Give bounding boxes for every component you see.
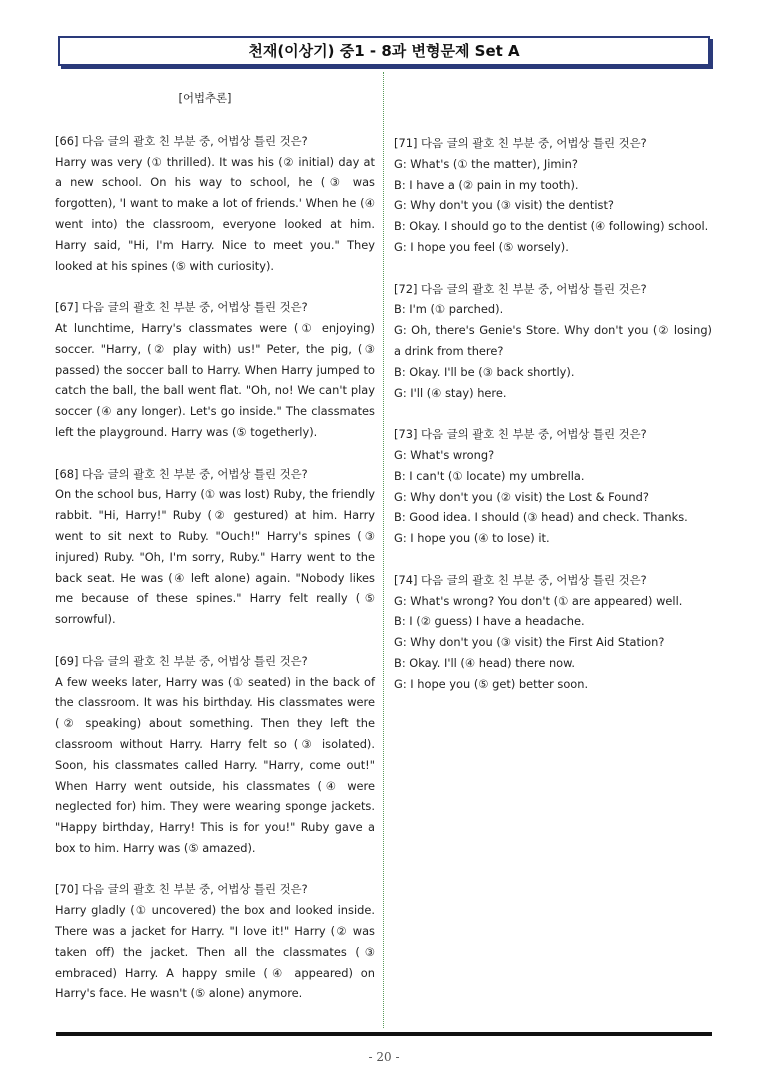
dialogue-line: G: Why don't you (③ visit) the First Aid Station? xyxy=(394,635,665,650)
left-column xyxy=(55,88,375,1025)
question-text: On the school bus, Harry (① was lost) Ruby, the friendly rabbit. "Hi, Harry!" Ruby (② gestured) at him. Harry went to sit next to Ruby. "Ouch!" Harry's spines (③ injured) Ruby. "Oh, I'm sorry, Ruby." Harry went to the back seat. He was (④ left alone) again. "Nobody likes me because of these spines." Harry felt really (⑤ sorrowful). xyxy=(55,487,375,627)
dialogue-line: B: I'm (① parched). xyxy=(394,302,504,317)
question-66 xyxy=(55,131,375,277)
question-prompt: [69] 다음 글의 괄호 친 부분 중, 어법상 틀린 것은? xyxy=(55,653,308,668)
question-prompt: [71] 다음 글의 괄호 친 부분 중, 어법상 틀린 것은? xyxy=(394,136,647,150)
question-prompt: [68] 다음 글의 괄호 친 부분 중, 어법상 틀린 것은? xyxy=(55,466,308,481)
question-71 xyxy=(394,133,712,258)
dialogue-line: G: I hope you (④ to lose) it. xyxy=(394,531,550,546)
question-70 xyxy=(55,879,375,1004)
dialogue-line: G: Oh, there's Genie's Store. Why don't you (② losing) a drink from there? xyxy=(394,323,712,358)
dialogue-line: G: What's (① the matter), Jimin? xyxy=(394,156,578,171)
dialogue-line: B: Okay. I should go to the dentist (④ following) school. xyxy=(394,219,709,234)
question-prompt: [66] 다음 글의 괄호 친 부분 중, 어법상 틀린 것은? xyxy=(55,133,308,148)
dialogue-line: B: I have a (② pain in my tooth). xyxy=(394,177,579,192)
question-73 xyxy=(394,424,712,549)
dialogue-line: B: Okay. I'll (④ head) there now. xyxy=(394,655,576,670)
page-title: 천재(이상기) 중1 - 8과 변형문제 Set A xyxy=(58,36,710,66)
question-74 xyxy=(394,570,712,695)
question-69 xyxy=(55,651,375,859)
question-prompt: [72] 다음 글의 괄호 친 부분 중, 어법상 틀린 것은? xyxy=(394,281,647,296)
question-prompt: [74] 다음 글의 괄호 친 부분 중, 어법상 틀린 것은? xyxy=(394,572,647,587)
dialogue-line: G: I hope you (⑤ get) better soon. xyxy=(394,676,589,691)
dialogue-line: B: Good idea. I should (③ head) and check. Thanks. xyxy=(394,510,688,525)
column-divider xyxy=(383,72,384,1028)
dialogue-line: G: What's wrong? xyxy=(394,447,495,462)
page-number: - 20 - xyxy=(368,1050,400,1064)
section-heading: [어법추론] xyxy=(178,91,232,105)
question-text: Harry gladly (① uncovered) the box and looked inside. There was a jacket for Harry. "I love it!" Harry (② was taken off) the jacket. Then all the classmates (③ embraced) Harry. A happy smile (④ appeared) on Harry's face. He wasn't (⑤ alone) anymore. xyxy=(55,903,375,1001)
dialogue-line: G: I hope you feel (⑤ worsely). xyxy=(394,239,569,254)
question-text: A few weeks later, Harry was (① seated) in the back of the classroom. It was his birthday. His classmates were (② speaking) about something. Then they left the classroom without Harry. Harry felt so (③ isolated). Soon, his classmates called Harry. "Harry, come out!" When Harry went outside, his classmates (④ were neglected for) him. They were wearing sponge jackets. "Happy birthday, Harry! This is for you!" Ruby gave a box to him. Harry was (⑤ amazed). xyxy=(55,674,375,855)
question-67 xyxy=(55,297,375,443)
dialogue-line: G: What's wrong? You don't (① are appeared) well. xyxy=(394,593,683,608)
dialogue-line: G: Why don't you (② visit) the Lost & Found? xyxy=(394,489,649,504)
question-prompt: [73] 다음 글의 괄호 친 부분 중, 어법상 틀린 것은? xyxy=(394,427,647,442)
question-text: Harry was very (① thrilled). It was his (② initial) day at a new school. On his way to school, he (③ was forgotten), 'I want to make a lot of friends.' When he (④ went into) the classroom, everyone looked at him. Harry said, "Hi, I'm Harry. Nice to meet you." They looked at his spines (⑤ with curiosity). xyxy=(55,154,375,273)
question-text: At lunchtime, Harry's classmates were (① enjoying) soccer. "Harry, (② play with) us!" Peter, the pig, (③ passed) the soccer ball to Harry. When Harry jumped to catch the ball, the ball went flat. "Oh, no! We can't play soccer (④ any longer). Let's go inside." The classmates left the playground. Harry was (⑤ togetherly). xyxy=(55,320,375,439)
right-column xyxy=(394,133,712,715)
dialogue-line: B: I can't (① locate) my umbrella. xyxy=(394,468,585,483)
dialogue-line: G: I'll (④ stay) here. xyxy=(394,385,507,400)
question-prompt: [70] 다음 글의 괄호 친 부분 중, 어법상 틀린 것은? xyxy=(55,882,308,897)
question-68 xyxy=(55,464,375,630)
question-72 xyxy=(394,279,712,404)
footer-rule xyxy=(56,1032,712,1036)
dialogue-line: G: Why don't you (③ visit) the dentist? xyxy=(394,198,614,213)
dialogue-line: B: I (② guess) I have a headache. xyxy=(394,614,585,629)
dialogue-line: B: Okay. I'll be (③ back shortly). xyxy=(394,364,575,379)
question-prompt: [67] 다음 글의 괄호 친 부분 중, 어법상 틀린 것은? xyxy=(55,300,308,315)
